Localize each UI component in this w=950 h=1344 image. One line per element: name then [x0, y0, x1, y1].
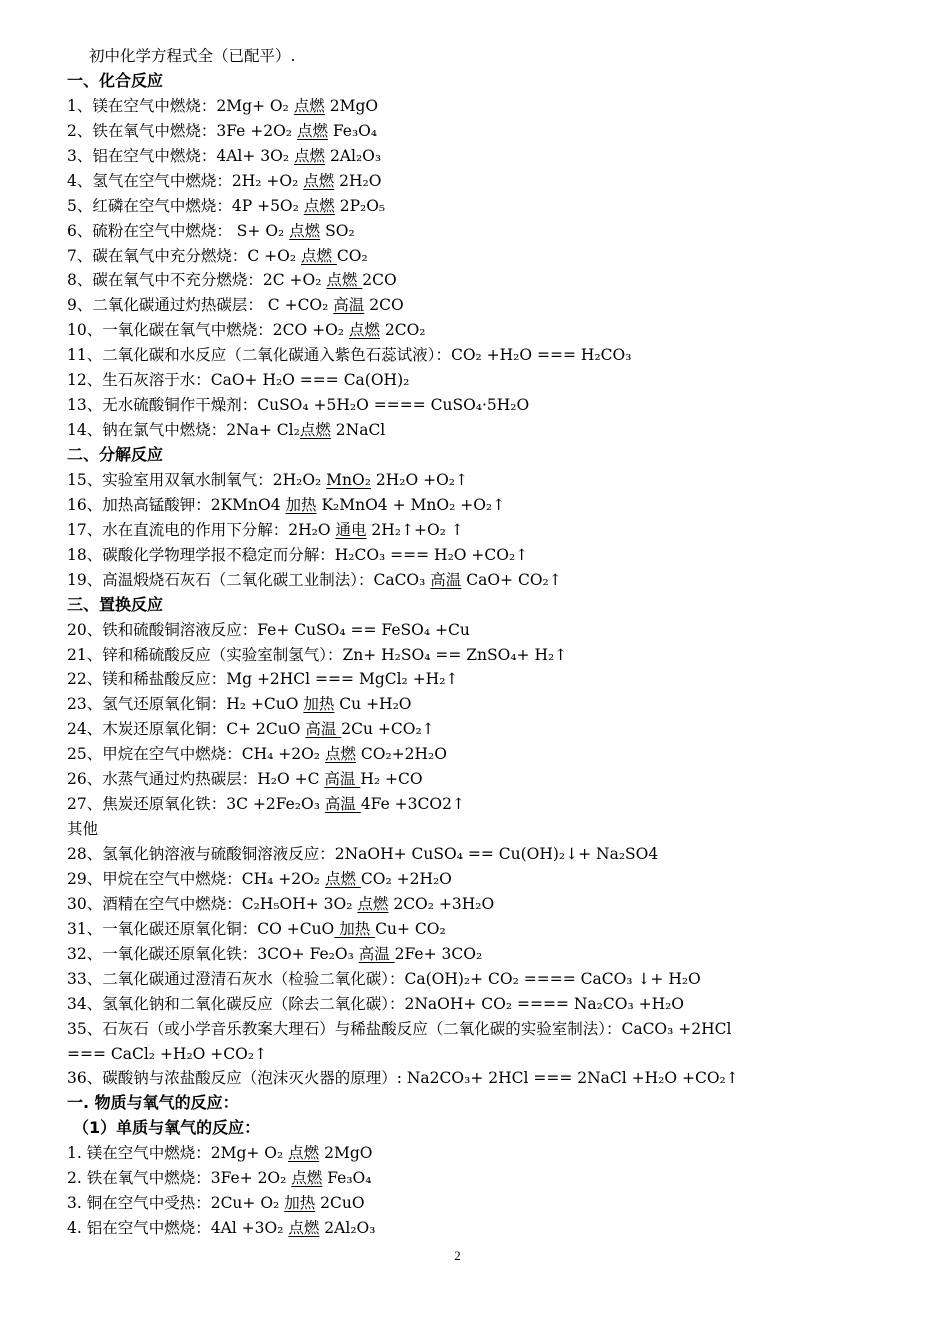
equation-line — [67, 767, 927, 792]
equation-list — [67, 69, 927, 1241]
line-text: 2CuO — [315, 1194, 365, 1213]
line-text: 3、铝在空气中燃烧：4Al+ 3O₂ — [67, 146, 294, 165]
line-text: 36、碳酸钠与浓盐酸反应（泡沫灭火器的原理）: Na2CO₃+ 2HCl === 2NaCl +H₂O +CO₂↑ — [67, 1069, 739, 1088]
line-text: 2H₂O +O₂↑ — [370, 470, 469, 489]
line-text: 12、生石灰溶于水：CaO+ H₂O === Ca(OH)₂ — [67, 371, 410, 390]
equation-line — [67, 892, 927, 917]
equation-line — [67, 792, 927, 817]
line-text: 11、二氧化碳和水反应（二氧化碳通入紫色石蕊试液）：CO₂ +H₂O === H₂CO₃ — [67, 346, 632, 365]
line-text: 2CO₂ — [379, 321, 426, 340]
equation-line — [67, 867, 927, 892]
reaction-condition: 点燃 — [293, 96, 325, 115]
line-text: 10、一氧化碳在氧气中燃烧：2CO +O₂ — [67, 321, 349, 340]
line-text: 2MgO — [324, 96, 379, 115]
equation-line — [67, 119, 927, 144]
line-text: K₂MnO4 + MnO₂ +O₂↑ — [316, 495, 506, 514]
line-text: CO₂+2H₂O — [355, 745, 447, 764]
section-label — [67, 817, 927, 842]
equation-line — [67, 318, 927, 343]
line-text: 三、置换反应 — [67, 594, 164, 614]
equation-line — [67, 1042, 927, 1067]
reaction-condition: MnO₂ — [326, 470, 371, 489]
line-text: 24、木炭还原氧化铜：C+ 2CuO — [67, 720, 306, 739]
document-title: 初中化学方程式全（已配平）. — [89, 47, 296, 65]
equation-line — [67, 293, 927, 318]
line-text: 32、一氧化碳还原氧化铁：3CO+ Fe₂O₃ — [67, 944, 359, 963]
reaction-condition: 点燃 — [294, 146, 326, 165]
equation-line — [67, 1017, 927, 1042]
line-text: 2H₂↑+O₂ ↑ — [366, 520, 464, 539]
line-text: 2H₂O — [334, 171, 382, 190]
line-text: 2NaCl — [330, 421, 386, 440]
line-text: Fe₃O₄ — [327, 121, 378, 140]
line-text: 2Al₂O₃ — [325, 146, 382, 165]
equation-line — [67, 842, 927, 867]
line-text: （1）单质与氧气的反应： — [73, 1118, 261, 1138]
line-text: 2Al₂O₃ — [319, 1219, 376, 1238]
equation-line — [67, 219, 927, 244]
equation-line — [67, 518, 927, 543]
line-text: 28、氢氧化钠溶液与硫酸铜溶液反应：2NaOH+ CuSO₄ == Cu(OH)₂↓+ Na₂SO4 — [67, 845, 659, 863]
line-text: 2CO₂ +3H₂O — [388, 894, 495, 913]
section-heading — [67, 443, 927, 468]
line-text: 其他 — [67, 820, 99, 839]
reaction-condition: 点燃 — [324, 869, 361, 888]
reaction-condition: 点燃 — [326, 271, 363, 290]
line-text: 30、酒精在空气中燃烧：C₂H₅OH+ 3O₂ — [67, 894, 358, 913]
line-text: 17、水在直流电的作用下分解：2H₂O — [67, 520, 336, 539]
line-text: 7、碳在氧气中充分燃烧：C +O₂ — [67, 246, 301, 265]
line-text: CO₂ +2H₂O — [360, 869, 452, 888]
line-text: 2、铁在氧气中燃烧：3Fe +2O₂ — [67, 121, 297, 140]
line-text: 9、二氧化碳通过灼热碳层： C +CO₂ — [67, 296, 334, 315]
line-text: 27、焦炭还原氧化铁：3C +2Fe₂O₃ — [67, 795, 325, 814]
line-text: 8、碳在氧气中不充分燃烧：2C +O₂ — [67, 271, 327, 290]
line-text: 35、石灰石（或小学音乐教案大理石）与稀盐酸反应（二氧化碳的实验室制法）：CaCO₃ +2HCl — [67, 1019, 732, 1038]
line-text: 5、红磷在空气中燃烧：4P +5O₂ — [67, 196, 304, 215]
reaction-condition: 点燃 — [296, 121, 328, 140]
equation-line — [67, 244, 927, 269]
reaction-condition: 点燃 — [291, 1169, 323, 1188]
equation-line — [67, 144, 927, 169]
equation-line — [67, 1066, 927, 1091]
subsection-heading — [67, 1116, 927, 1141]
equation-line — [67, 692, 927, 717]
line-text: 16、加热高锰酸钾：2KMnO4 — [67, 495, 286, 514]
section-heading — [67, 593, 927, 618]
line-text: 4、氢气在空气中燃烧：2H₂ +O₂ — [67, 171, 304, 190]
line-text: 4Fe +3CO2↑ — [360, 795, 465, 814]
line-text: 2CO — [362, 271, 397, 290]
line-text: 1. 镁在空气中燃烧：2Mg+ O₂ — [67, 1144, 289, 1163]
equation-line — [67, 742, 927, 767]
equation-line — [67, 418, 927, 443]
equation-line — [67, 917, 927, 942]
line-text: 18、碳酸化学物理学报不稳定而分解：H₂CO₃ === H₂O +CO₂↑ — [67, 545, 529, 564]
line-text: 3. 铜在空气中受热：2Cu+ O₂ — [67, 1194, 285, 1213]
reaction-condition: 加热 — [303, 695, 335, 714]
line-text: 15、实验室用双氧水制氧气：2H₂O₂ — [67, 470, 327, 489]
line-text: 2CO — [364, 296, 404, 315]
line-text: 20、铁和硫酸铜溶液反应：Fe+ CuSO₄ == FeSO₄ +Cu — [67, 620, 470, 639]
reaction-condition: 高温 — [324, 795, 361, 814]
equation-line — [67, 268, 927, 293]
reaction-condition: 加热 — [284, 1194, 316, 1213]
line-text: Fe₃O₄ — [322, 1169, 372, 1188]
line-text: 31、一氧化碳还原氧化铜：CO +CuO — [67, 919, 335, 938]
reaction-condition: 点燃 — [348, 321, 380, 340]
line-text: 25、甲烷在空气中燃烧：CH₄ +2O₂ — [67, 745, 325, 764]
line-text: 23、氢气还原氧化铜：H₂ +CuO — [67, 695, 304, 714]
equation-line — [67, 493, 927, 518]
equation-line — [67, 717, 927, 742]
line-text: 26、水蒸气通过灼热碳层：H₂O +C — [67, 770, 325, 789]
line-text: 一. 物质与氧气的反应： — [67, 1093, 239, 1113]
line-text: 2Fe+ 3CO₂ — [394, 944, 483, 963]
document-page — [67, 44, 927, 1241]
equation-line — [67, 1216, 927, 1241]
line-text: 1、镁在空气中燃烧：2Mg+ O₂ — [67, 96, 294, 115]
line-text: Cu+ CO₂ — [375, 919, 446, 938]
reaction-condition: 高温 — [430, 570, 462, 589]
equation-line — [67, 194, 927, 219]
line-text: 29、甲烷在空气中燃烧：CH₄ +2O₂ — [67, 869, 325, 888]
reaction-condition: 高温 — [333, 296, 365, 315]
reaction-condition: 高温 — [358, 944, 395, 963]
line-text: 6、硫粉在空气中燃烧： S+ O₂ — [67, 221, 290, 240]
section-heading — [67, 1091, 927, 1116]
line-text: === CaCl₂ +H₂O +CO₂↑ — [67, 1044, 268, 1063]
line-text: 2MgO — [319, 1144, 373, 1163]
line-text: 2P₂O₅ — [334, 196, 386, 215]
line-text: CO₂ — [336, 246, 368, 265]
reaction-condition: 加热 — [334, 919, 376, 938]
equation-line — [67, 1191, 927, 1216]
equation-line — [67, 667, 927, 692]
reaction-condition: 高温 — [324, 770, 361, 789]
line-text: 二、分解反应 — [67, 445, 164, 464]
line-text: 22、镁和稀盐酸反应：Mg +2HCl === MgCl₂ +H₂↑ — [67, 670, 459, 689]
reaction-condition: 点燃 — [357, 894, 389, 913]
page-number: 2 — [454, 1248, 461, 1263]
reaction-condition: 加热 — [285, 495, 317, 514]
line-text: 2. 铁在氧气中燃烧：3Fe+ 2O₂ — [67, 1169, 292, 1188]
equation-line — [67, 468, 927, 493]
reaction-condition: 点燃 — [300, 246, 337, 265]
section-heading — [67, 69, 927, 94]
equation-line — [67, 169, 927, 194]
reaction-condition: 点燃 — [289, 221, 321, 240]
reaction-condition: 点燃 — [288, 1219, 320, 1238]
reaction-condition: 点燃 — [303, 171, 335, 190]
equation-line — [67, 393, 927, 418]
reaction-condition: 点燃 — [303, 196, 335, 215]
line-text: 33、二氧化碳通过澄清石灰水（检验二氧化碳）：Ca(OH)₂+ CO₂ ==== CaCO₃ ↓+ H₂O — [67, 969, 701, 988]
equation-line — [67, 992, 927, 1017]
equation-line — [67, 368, 927, 393]
line-text: 4. 铝在空气中燃烧：4Al +3O₂ — [67, 1219, 289, 1238]
line-text: 2Cu +CO₂↑ — [341, 720, 435, 739]
line-text: H₂ +CO — [360, 770, 423, 789]
line-text: 14、钠在氯气中燃烧：2Na+ Cl₂ — [67, 421, 300, 440]
line-text: 34、氢氧化钠和二氧化碳反应（除去二氧化碳）：2NaOH+ CO₂ ==== Na₂CO₃ +H₂O — [67, 994, 685, 1013]
equation-line — [67, 643, 927, 668]
equation-line — [67, 94, 927, 119]
reaction-condition: 通电 — [335, 520, 367, 539]
equation-line — [67, 343, 927, 368]
reaction-condition: 高温 — [305, 720, 342, 739]
equation-line — [67, 568, 927, 593]
line-text: CaO+ CO₂↑ — [461, 570, 562, 589]
line-text: 21、锌和稀硫酸反应（实验室制氢气）：Zn+ H₂SO₄ == ZnSO₄+ H₂↑ — [67, 645, 568, 664]
equation-line — [67, 618, 927, 643]
reaction-condition: 点燃 — [324, 745, 356, 764]
reaction-condition: 点燃 — [288, 1144, 320, 1163]
line-text: Cu +H₂O — [334, 695, 412, 714]
reaction-condition: 点燃 — [299, 421, 331, 440]
equation-line — [67, 967, 927, 992]
equation-line — [67, 543, 927, 568]
equation-line — [67, 1166, 927, 1191]
line-text: 19、高温煅烧石灰石（二氧化碳工业制法）：CaCO₃ — [67, 570, 431, 589]
line-text: 13、无水硫酸铜作干燥剂：CuSO₄ +5H₂O ==== CuSO₄·5H₂O — [67, 396, 530, 415]
equation-line — [67, 1141, 927, 1166]
equation-line — [67, 942, 927, 967]
line-text: 一、化合反应 — [67, 70, 164, 90]
line-text: SO₂ — [320, 221, 355, 240]
